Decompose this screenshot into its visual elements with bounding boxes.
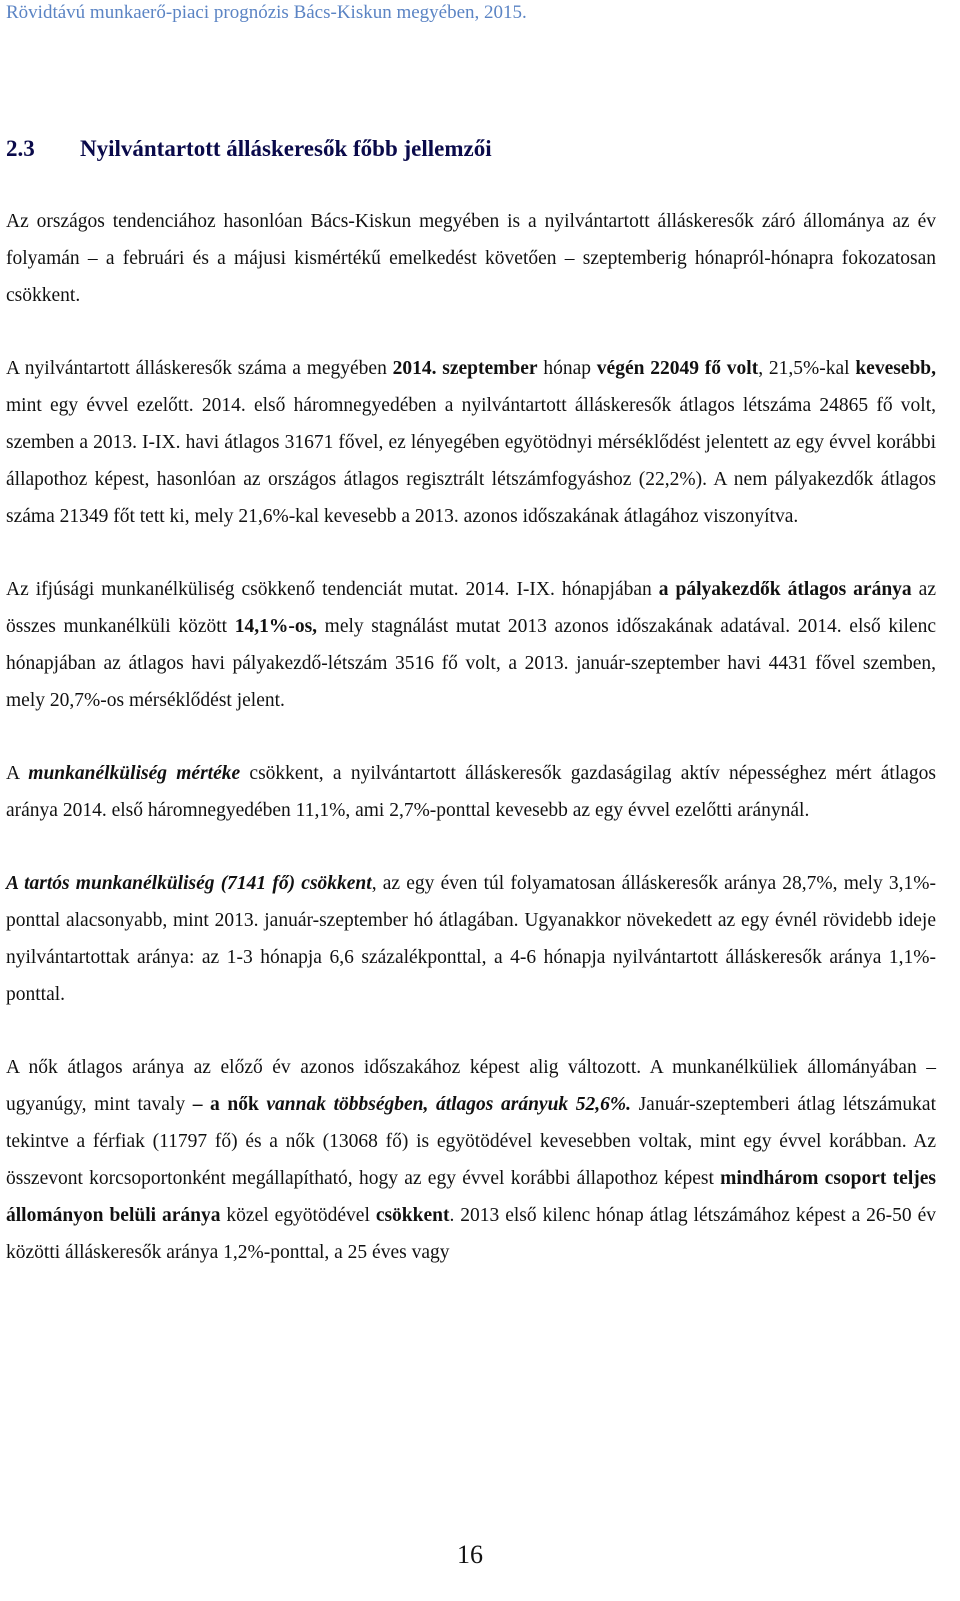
paragraph-1 xyxy=(6,203,936,314)
text-run: az összes munkanélküli között xyxy=(6,579,936,637)
text-run: Az országos tendenciához hasonlóan Bács-Kiskun megyében is a nyilvántartott álláskeresők záró állománya az év folyamán – a februári és a májusi kismértékű emelkedést követően – szeptemberig hónapról-hónapra fokozatosan csökkent. xyxy=(6,211,936,306)
paragraph-4 xyxy=(6,755,936,829)
section-heading xyxy=(6,136,492,162)
text-run: mint egy évvel ezelőtt. 2014. első háromnegyedében a nyilvántartott álláskeresők átlagos létszáma 24865 fő volt, szemben a 2013. I-IX. havi átlagos 31671 fővel, ez lényegében egyötödnyi mérséklődést jelentett az egy évvel korábbi állapothoz képest, hasonlóan az országos átlagos regisztrált létszámfogyáshoz (22,2%). A nem pályakezdők átlagos száma 21349 főt tett ki, mely 21,6%-kal kevesebb a 2013. azonos időszakának átlagához viszonyítva. xyxy=(6,395,936,527)
paragraph-2 xyxy=(6,350,936,535)
bold-run: 14,1%-os, xyxy=(234,616,318,637)
running-header: Rövidtávú munkaerő-piaci prognózis Bács-Kiskun megyében, 2015. xyxy=(6,2,527,23)
text-run: közel egyötödével xyxy=(220,1205,376,1226)
body-text xyxy=(6,203,936,1271)
bold-run: kevesebb, xyxy=(855,358,937,379)
section-title: Nyilvántartott álláskeresők főbb jellemzői xyxy=(80,136,492,161)
text-run: Január-szeptemberi átlag létszámukat tekintve a férfiak (11797 fő) és a nők (13068 fő) is egyötödével kevesebben voltak, mint egy évvel korábban. Az összevont korcsoportonként megállapítható, hogy az egy évvel korábbi állapothoz képest xyxy=(6,1094,936,1189)
bold-run: 2014. szeptember xyxy=(392,358,538,379)
bold-run: – a nők xyxy=(192,1094,259,1115)
text-run: csökkent, a nyilvántartott álláskeresők gazdaságilag aktív népességhez mért átlagos aránya 2014. első háromnegyedében 11,1%, ami 2,7%-ponttal kevesebb az egy évvel ezelőtti aránynál. xyxy=(6,763,936,821)
text-run: , az egy éven túl folyamatosan álláskeresők aránya 28,7%, mely 3,1%-ponttal alacsonyabb, mint 2013. január-szeptember hó átlagában. Ugyanakkor növekedett az egy évnél rövidebb ideje nyilvántartottak aránya: az 1-3 hónapja 6,6 százalékponttal, a 4-6 hónapja nyilvántartott álláskeresők aránya 1,1%-ponttal. xyxy=(6,873,936,1005)
bold-italic-run: vannak többségben, átlagos arányuk 52,6%. xyxy=(266,1094,631,1115)
bold-run: mindhárom csoport teljes állományon belüli aránya xyxy=(6,1168,936,1226)
bold-italic-run: A tartós munkanélküliség (7141 fő) csökkent xyxy=(6,873,372,894)
paragraph-5 xyxy=(6,865,936,1013)
text-run: Az ifjúsági munkanélküliség csökkenő tendenciát mutat. 2014. I-IX. hónapjában xyxy=(6,579,659,600)
paragraph-3 xyxy=(6,571,936,719)
bold-run: a pályakezdők átlagos aránya xyxy=(658,579,912,600)
section-number: 2.3 xyxy=(6,136,35,161)
bold-italic-run: munkanélküliség mértéke xyxy=(28,763,241,784)
bold-run: végén 22049 fő volt xyxy=(596,358,759,379)
text-run: hónap xyxy=(537,358,597,379)
page-number: 16 xyxy=(457,1540,483,1569)
text-run: . 2013 első kilenc hónap átlag létszámához képest a 26-50 év közötti álláskeresők aránya 1,2%-ponttal, a 25 éves vagy xyxy=(6,1205,937,1263)
text-run: A xyxy=(6,763,29,784)
text-run: mely stagnálást mutat 2013 azonos időszakának adatával. 2014. első kilenc hónapjában az átlagos havi pályakezdő-létszám 3516 fő volt, a 2013. január-szeptember havi 4431 fővel szemben, mely 20,7%-os mérséklődést jelent. xyxy=(6,616,936,711)
text-run: A nők átlagos aránya az előző év azonos időszakához képest alig változott. A munkanélküliek állományában – ugyanúgy, mint tavaly xyxy=(6,1057,936,1115)
text-run: A nyilvántartott álláskeresők száma a megyében xyxy=(6,358,393,379)
paragraph-6 xyxy=(6,1049,936,1271)
text-run: , 21,5%-kal xyxy=(758,358,856,379)
bold-run: csökkent xyxy=(375,1205,450,1226)
